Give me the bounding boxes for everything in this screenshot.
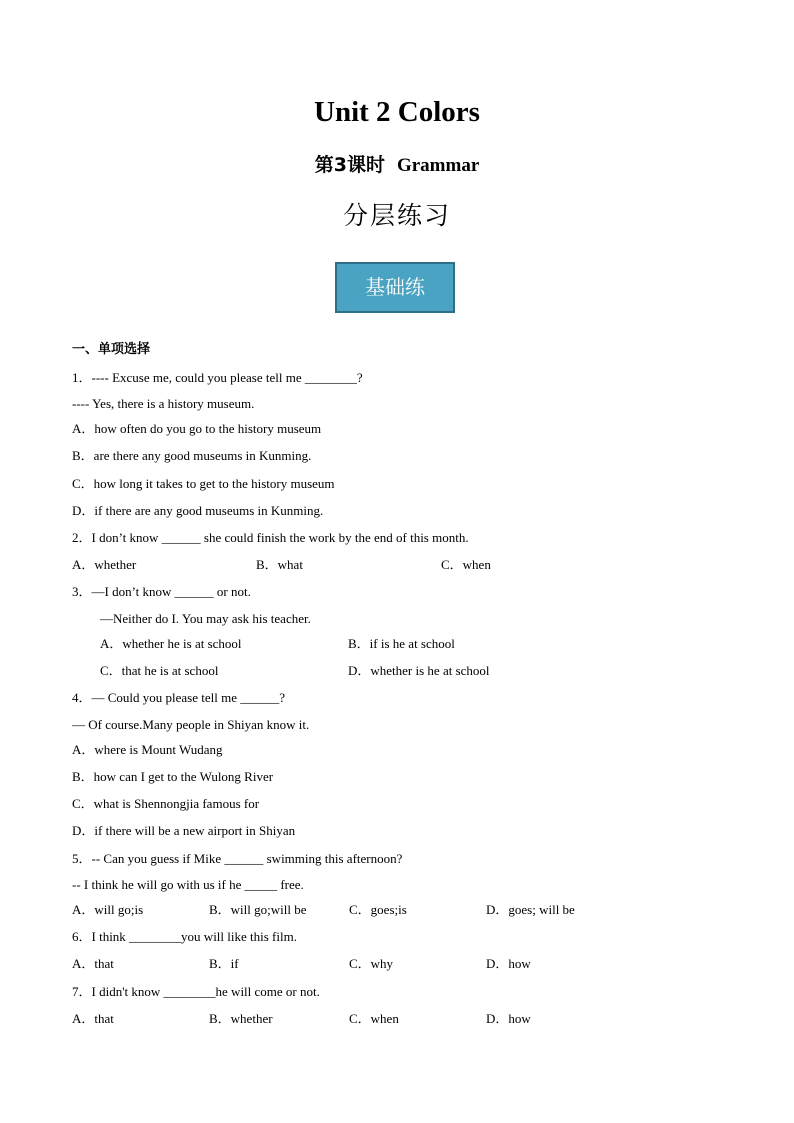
question-3-option-a: A．whether he is at school [100, 636, 242, 651]
question-7-option-b: B．whether [209, 1011, 273, 1026]
question-5-option-d: D．goes; will be [486, 902, 575, 917]
level-badge: 基础练 [335, 262, 455, 313]
question-3-stem: 3．—I don’t know ______ or not. [72, 584, 251, 599]
question-1-option-d: D．if there are any good museums in Kunming. [72, 503, 324, 518]
question-4-option-c: C．what is Shennongjia famous for [72, 796, 260, 811]
question-6-option-c: C．why [349, 956, 394, 971]
section-heading: 一、单项选择 [72, 342, 151, 357]
question-5-option-b: B．will go;will be [209, 902, 307, 917]
lesson-number: 第3课时 [314, 154, 385, 176]
question-6-option-a: A．that [72, 956, 114, 971]
layer-title: 分层练习 [342, 201, 451, 230]
question-7-option-a: A．that [72, 1011, 114, 1026]
question-7-stem: 7．I didn't know ________he will come or not. [72, 984, 320, 999]
question-2-stem: 2．I don’t know ______ she could finish the work by the end of this month. [72, 530, 469, 545]
question-5-option-c: C．goes;is [349, 902, 407, 917]
question-1-option-b: B．are there any good museums in Kunming. [72, 448, 312, 463]
question-3-reply: —Neither do I. You may ask his teacher. [100, 611, 311, 626]
question-6-option-d: D．how [486, 956, 531, 971]
question-7-option-c: C．when [349, 1011, 399, 1026]
lesson-topic: Grammar [396, 155, 480, 176]
question-7-option-d: D．how [486, 1011, 531, 1026]
question-2-option-b: B．what [256, 557, 303, 572]
question-1-option-c: C．how long it takes to get to the history museum [72, 476, 335, 491]
question-2-option-a: A．whether [72, 557, 137, 572]
question-4-option-a: A．where is Mount Wudang [72, 742, 223, 757]
question-3-option-d: D．whether is he at school [348, 663, 490, 678]
page-title: Unit 2 Colors [314, 96, 480, 128]
question-4-option-b: B．how can I get to the Wulong River [72, 769, 274, 784]
question-1-stem: 1．---- Excuse me, could you please tell me ________? [72, 370, 363, 385]
question-6-option-b: B．if [209, 956, 239, 971]
question-4-stem: 4．— Could you please tell me ______? [72, 690, 286, 705]
question-4-reply: — Of course.Many people in Shiyan know it. [72, 717, 310, 732]
question-5-stem: 5．-- Can you guess if Mike ______ swimming this afternoon? [72, 851, 403, 866]
question-3-option-b: B．if is he at school [348, 636, 455, 651]
question-1-reply: ---- Yes, there is a history museum. [72, 396, 255, 411]
question-3-option-c: C．that he is at school [100, 663, 219, 678]
question-6-stem: 6．I think ________you will like this film. [72, 929, 297, 944]
question-5-reply: -- I think he will go with us if he _____ free. [72, 877, 304, 892]
question-2-option-c: C．when [441, 557, 491, 572]
question-5-option-a: A．will go;is [72, 902, 144, 917]
lesson-subtitle [0, 151, 794, 180]
question-4-option-d: D．if there will be a new airport in Shiyan [72, 823, 296, 838]
question-1-option-a: A．how often do you go to the history museum [72, 421, 322, 436]
